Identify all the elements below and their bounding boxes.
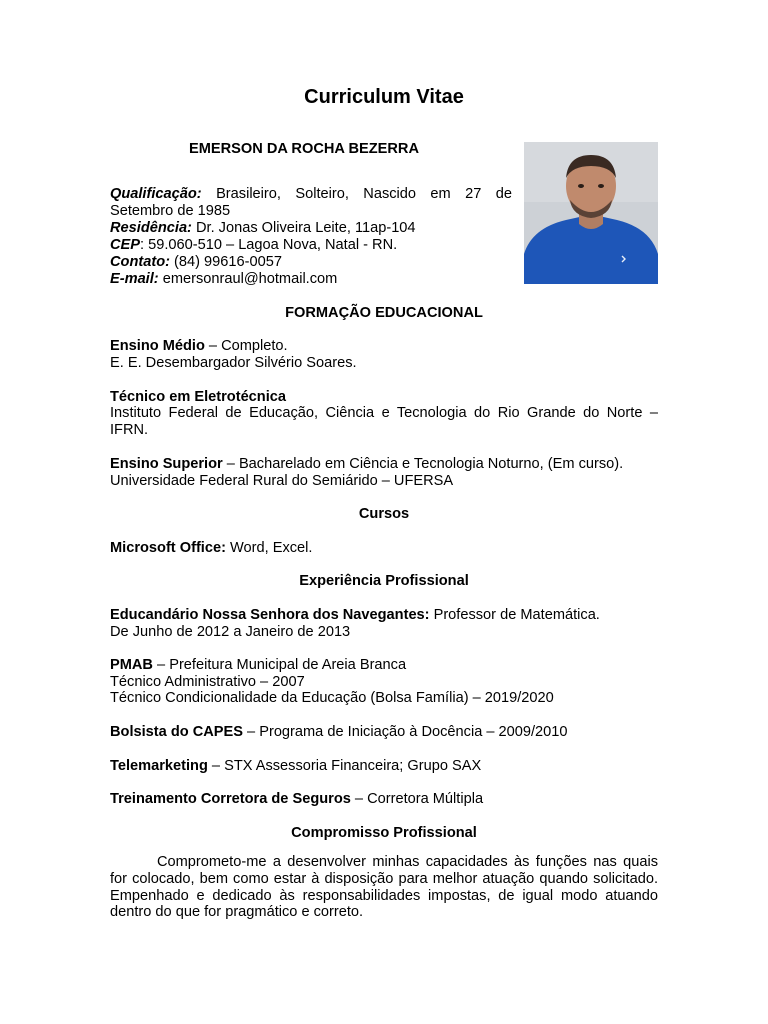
experience-heading: Experiência Profissional	[299, 573, 469, 589]
insurance-training-value: – Corretora Múltipla	[350, 791, 484, 807]
pmab-role-2: Técnico Condicionalidade da Educação (Bolsa Família) – 2019/2020	[110, 690, 554, 706]
candidate-name: EMERSON DA ROCHA BEZERRA	[189, 141, 419, 157]
university-line	[110, 456, 658, 473]
educandario-line	[110, 607, 658, 624]
contact-value: (84) 99616-0057	[169, 254, 282, 270]
cep-label: CEP	[110, 237, 141, 253]
commitment-paragraph: Comprometo-me a desenvolver minhas capacidades às funções nas quais for colocado, bem como estar à disposição para melhor atuação quando solicitado. Empenhado e dedicado às responsabilidades impostas, de igual modo atuando dentro do que for pragmático e correto.	[110, 854, 658, 921]
high-school-line	[110, 338, 658, 355]
courses-heading: Cursos	[358, 506, 410, 522]
qualification-line	[110, 186, 512, 220]
residence-value: Dr. Jonas Oliveira Leite, 11ap-104	[191, 220, 416, 236]
residence-line	[110, 220, 658, 237]
document-title: Curriculum Vitae	[304, 86, 464, 108]
capes-line	[110, 724, 658, 741]
educandario-period: De Junho de 2012 a Janeiro de 2013	[110, 624, 351, 640]
capes-label: Bolsista do CAPES	[110, 724, 243, 740]
office-label: Microsoft Office:	[110, 540, 226, 556]
office-line	[110, 540, 658, 557]
education-heading: FORMAÇÃO EDUCACIONAL	[285, 305, 483, 321]
university-value: – Bacharelado em Ciência e Tecnologia Noturno, (Em curso).	[222, 456, 624, 472]
high-school-label: Ensino Médio	[110, 338, 205, 354]
technical-school: Instituto Federal de Educação, Ciência e Tecnologia do Rio Grande do Norte – IFRN.	[110, 405, 658, 438]
email-line	[110, 271, 658, 288]
email-label: E-mail:	[110, 271, 159, 287]
university-label: Ensino Superior	[110, 456, 223, 472]
cep-value: : 59.060-510 – Lagoa Nova, Natal - RN.	[140, 237, 398, 253]
telemarketing-label: Telemarketing	[110, 758, 208, 774]
commitment-heading: Compromisso Profissional	[291, 825, 477, 841]
technical-label: Técnico em Eletrotécnica	[110, 389, 287, 405]
telemarketing-value: – STX Assessoria Financeira; Grupo SAX	[207, 758, 482, 774]
pmab-label: PMAB	[110, 657, 153, 673]
insurance-training-label: Treinamento Corretora de Seguros	[110, 791, 351, 807]
email-value: emersonraul@hotmail.com	[158, 271, 338, 287]
pmab-value: – Prefeitura Municipal de Areia Branca	[152, 657, 407, 673]
insurance-training-line	[110, 791, 658, 808]
educandario-value: Professor de Matemática.	[429, 607, 600, 623]
educandario-label: Educandário Nossa Senhora dos Navegantes:	[110, 607, 430, 623]
university-name: Universidade Federal Rural do Semiárido – UFERSA	[110, 473, 454, 489]
qualification-value: Brasileiro, Solteiro, Nascido em 27 de Setembro de 1985	[110, 186, 512, 219]
pmab-role-1: Técnico Administrativo – 2007	[110, 674, 305, 690]
office-value: Word, Excel.	[225, 540, 313, 556]
capes-value: – Programa de Iniciação à Docência – 2009/2010	[243, 724, 568, 740]
contact-line	[110, 254, 658, 271]
cep-line	[110, 237, 658, 254]
residence-label: Residência:	[110, 220, 192, 236]
high-school-value: – Completo.	[204, 338, 288, 354]
qualification-label: Qualificação:	[110, 186, 202, 202]
pmab-line	[110, 657, 658, 674]
contact-label: Contato:	[110, 254, 170, 270]
telemarketing-line	[110, 758, 658, 775]
high-school-name: E. E. Desembargador Silvério Soares.	[110, 355, 357, 371]
